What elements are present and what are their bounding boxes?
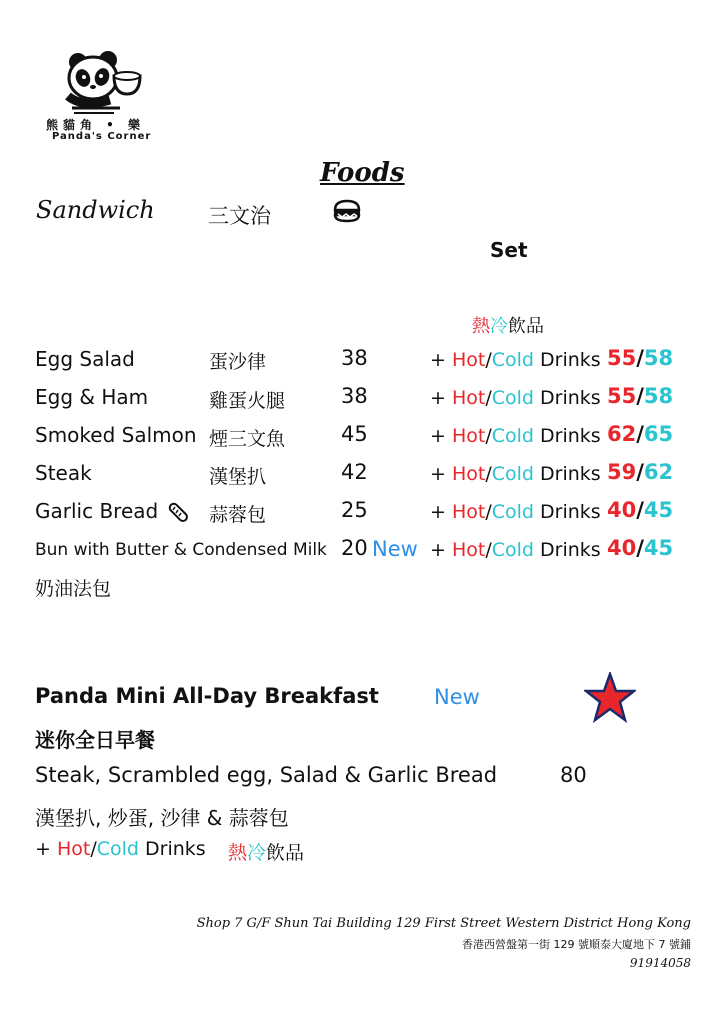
item-price: 38: [341, 384, 368, 408]
new-badge: New: [434, 685, 480, 709]
menu-title: Foods: [320, 158, 405, 188]
brand-name-zh: 熊貓角 • 樂: [46, 118, 146, 132]
item-name-zh: 奶油法包: [35, 578, 112, 600]
set-label: Set: [490, 238, 528, 262]
item-name: Garlic Bread: [35, 499, 159, 523]
sandwich-icon: [332, 198, 362, 228]
item-price: 42: [341, 460, 368, 484]
breakfast-drink-addon: + Hot/Cold Drinks: [35, 838, 206, 860]
breakfast-price: 80: [560, 763, 587, 787]
panda-logo-icon: [62, 50, 162, 116]
drink-addon: + Hot/Cold Drinks: [430, 349, 601, 371]
item-price: 38: [341, 346, 368, 370]
item-name-zh: 蛋沙律: [209, 351, 267, 373]
set-price: 40/45: [607, 498, 674, 522]
set-price: 62/65: [607, 422, 674, 446]
footer-address-zh: 香港西營盤第一街 129 號順泰大廈地下 7 號鋪: [462, 938, 691, 951]
set-price: 40/45: [607, 536, 674, 560]
item-name: Egg & Ham: [35, 385, 149, 409]
footer-address-en: Shop 7 G/F Shun Tai Building 129 First Street Western District Hong Kong: [196, 916, 691, 931]
bread-icon: [166, 500, 190, 528]
item-price: 25: [341, 498, 368, 522]
set-price: 59/62: [607, 460, 674, 484]
set-price: 55/58: [607, 384, 674, 408]
drink-addon: + Hot/Cold Drinks: [430, 387, 601, 409]
set-price: 55/58: [607, 346, 674, 370]
new-badge: New: [372, 537, 418, 561]
breakfast-description: Steak, Scrambled egg, Salad & Garlic Bread: [35, 763, 498, 787]
drinks-header: 熱冷飲品: [472, 316, 544, 337]
section-title-zh: 三文治: [208, 204, 271, 228]
breakfast-title-zh: 迷你全日早餐: [35, 728, 155, 752]
star-icon: [584, 672, 636, 728]
section-title: Sandwich: [36, 196, 155, 224]
drink-addon: + Hot/Cold Drinks: [430, 501, 601, 523]
item-price: 20: [341, 536, 368, 560]
item-price: 45: [341, 422, 368, 446]
breakfast-title: Panda Mini All-Day Breakfast: [35, 684, 379, 708]
item-name-zh: 漢堡扒: [209, 466, 267, 488]
drink-addon: + Hot/Cold Drinks: [430, 463, 601, 485]
drink-addon: + Hot/Cold Drinks: [430, 539, 601, 561]
item-name: Smoked Salmon: [35, 423, 197, 447]
item-name: Steak: [35, 461, 92, 485]
item-name: Bun with Butter & Condensed Milk: [35, 540, 327, 560]
item-name: Egg Salad: [35, 347, 135, 371]
brand-name-en: Panda's Corner: [52, 131, 152, 142]
item-name-zh: 煙三文魚: [209, 428, 286, 450]
drink-addon: + Hot/Cold Drinks: [430, 425, 601, 447]
footer-phone: 91914058: [629, 956, 691, 970]
item-name-zh: 蒜蓉包: [209, 504, 267, 526]
breakfast-description-zh: 漢堡扒, 炒蛋, 沙律 & 蒜蓉包: [35, 806, 289, 830]
item-name-zh: 雞蛋火腿: [209, 390, 286, 412]
breakfast-drink-addon-zh: 熱冷飲品: [228, 842, 305, 864]
